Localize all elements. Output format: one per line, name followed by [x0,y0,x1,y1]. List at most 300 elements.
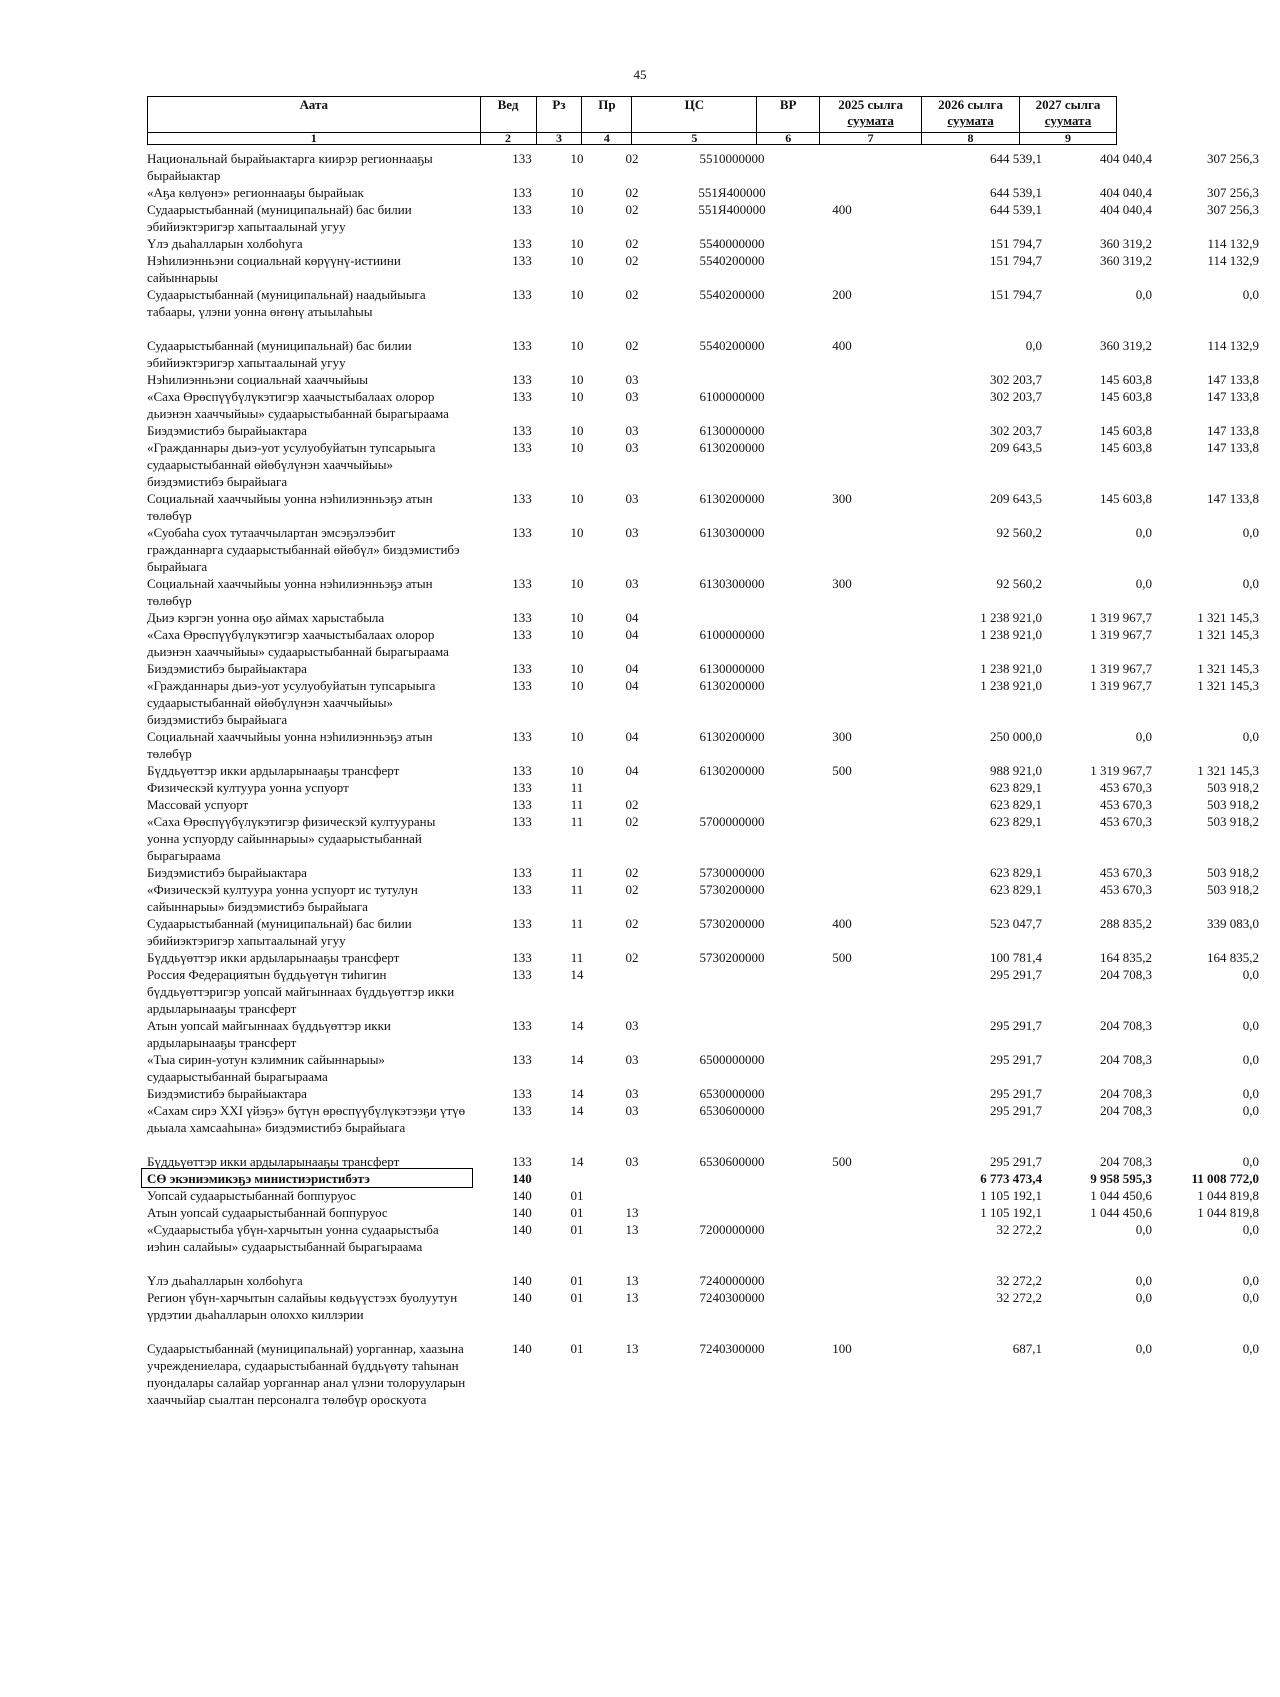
table-row [147,864,1259,881]
table-row [147,1170,1259,1187]
cell-y1: 295 291,7 [990,1086,1042,1101]
table-row [147,626,1259,660]
table-row [147,337,1259,371]
header-year-2027: 2027 сылга суумата [1020,97,1117,133]
table-row [147,1289,1259,1323]
cell-y1: 988 921,0 [990,763,1042,778]
header-num: 9 [1020,133,1117,145]
cell-y1: 295 291,7 [990,1052,1042,1067]
cell-ved: 140 [512,1341,532,1356]
cell-cs: 551Я400000 [698,202,766,217]
cell-y2: 1 319 967,7 [1090,661,1152,676]
cell-ved: 133 [512,576,532,591]
cell-y2: 0,0 [1135,576,1152,591]
cell-rz: 14 [570,1154,584,1169]
cell-ved: 133 [512,185,532,200]
cell-y1: 1 238 921,0 [980,678,1042,693]
cell-cs: 6500000000 [699,1052,765,1067]
cell-pr: 13 [625,1222,639,1237]
cell-ved: 133 [512,780,532,795]
table-row [147,201,1259,235]
cell-ved: 133 [512,440,532,455]
cell-pr: 02 [625,236,639,251]
cell-rz: 10 [570,372,584,387]
cell-cs: 6100000000 [699,389,765,404]
row-name: Судаарыстыбаннай (муниципальнай) наадыйыыга табаары, үлэни уонна өҥөнү атыылаһыы [147,287,426,319]
header-cs: ЦС [632,97,757,133]
cell-y2: 453 670,3 [1100,814,1152,829]
table-row [147,184,1259,201]
cell-rz: 10 [570,678,584,693]
table-row [147,1340,1259,1408]
cell-y1: 209 643,5 [990,440,1042,455]
cell-pr: 04 [625,678,639,693]
row-name: Биэдэмистибэ бырайыактара [147,1086,307,1101]
row-name: «Саха Өрөспүүбүлүкэтигэр хаачыстыбалаах олорор дьиэнэн хааччыйыы» судаарыстыбаннай бырагыраама [147,627,449,659]
table-row [147,677,1259,728]
cell-y3: 1 321 145,3 [1197,763,1259,778]
cell-ved: 140 [512,1205,532,1220]
cell-y2: 360 319,2 [1100,236,1152,251]
cell-y2: 1 319 967,7 [1090,763,1152,778]
cell-y1: 1 238 921,0 [980,627,1042,642]
header-vr: ВР [757,97,820,133]
cell-rz: 01 [570,1341,584,1356]
cell-y2: 204 708,3 [1100,967,1152,982]
table-row [147,371,1259,388]
cell-vr: 400 [832,338,852,353]
cell-y1: 209 643,5 [990,491,1042,506]
cell-cs: 7240000000 [699,1273,765,1288]
row-name: «Сахам сирэ XXI үйэҕэ» бүтүн өрөспүүбүлүкэтээҕи үтүө дьыала хамсааһына» биэдэмистибэ бырайыага [147,1103,466,1135]
cell-rz: 10 [570,729,584,744]
header-year-2025: 2025 сылга суумата [820,97,922,133]
cell-ved: 133 [512,253,532,268]
cell-ved: 133 [512,627,532,642]
cell-vr: 100 [832,1341,852,1356]
cell-y2: 204 708,3 [1100,1154,1152,1169]
cell-vr: 200 [832,287,852,302]
table-row [147,490,1259,524]
cell-cs: 5540200000 [699,287,765,302]
cell-y3: 503 918,2 [1207,865,1259,880]
cell-y3: 307 256,3 [1207,185,1259,200]
cell-pr: 13 [625,1290,639,1305]
cell-rz: 10 [570,253,584,268]
header-num: 6 [757,133,820,145]
cell-rz: 10 [570,763,584,778]
cell-y2: 145 603,8 [1100,372,1152,387]
table-row [147,915,1259,949]
cell-ved: 133 [512,372,532,387]
cell-ved: 133 [512,1052,532,1067]
row-name: Судаарыстыбаннай (муниципальнай) бас билии эбийиэктэригэр хапытаалынай угуу [147,202,412,234]
row-name: Уопсай судаарыстыбаннай боппуруос [147,1188,356,1203]
table-row [147,235,1259,252]
cell-y2: 1 044 450,6 [1090,1188,1152,1203]
cell-y3: 0,0 [1242,1052,1259,1067]
cell-vr: 400 [832,202,852,217]
cell-y3: 1 321 145,3 [1197,678,1259,693]
cell-ved: 133 [512,610,532,625]
cell-cs: 6130200000 [699,440,765,455]
cell-y1: 295 291,7 [990,1154,1042,1169]
cell-ved: 133 [512,661,532,676]
cell-cs: 6530600000 [699,1103,765,1118]
row-name: Нэһилиэнньэни социальнай көрүүнү-истиини сайыннарыы [147,253,401,285]
cell-ved: 133 [512,678,532,693]
cell-rz: 10 [570,185,584,200]
table-row [147,728,1259,762]
cell-ved: 133 [512,1086,532,1101]
cell-y1: 151 794,7 [990,287,1042,302]
cell-y2: 1 319 967,7 [1090,627,1152,642]
cell-y1: 623 829,1 [990,814,1042,829]
cell-y3: 503 918,2 [1207,780,1259,795]
cell-rz: 14 [570,967,584,982]
cell-y3: 0,0 [1242,1103,1259,1118]
cell-pr: 02 [625,916,639,931]
cell-y3: 0,0 [1242,967,1259,982]
cell-y3: 147 133,8 [1207,491,1259,506]
cell-cs: 6530000000 [699,1086,765,1101]
row-name: «Саха Өрөспүүбүлүкэтигэр физическэй култуураны уонна успуорду сайыннарыы» судаарыстыбаннай бырагыраама [147,814,436,863]
cell-ved: 133 [512,967,532,982]
row-name: Социальнай хааччыйыы уонна нэһилиэнньэҕэ атын төлөбүр [147,576,433,608]
cell-rz: 01 [570,1205,584,1220]
cell-cs: 6130200000 [699,763,765,778]
cell-ved: 133 [512,1154,532,1169]
cell-ved: 140 [512,1222,532,1237]
row-name: «Физическэй култуура уонна успуорт ис тутулун сайыннарыы» биэдэмистибэ бырайыага [147,882,418,914]
row-name: Үлэ дьаһалларын холбоһуга [147,1273,303,1288]
cell-y3: 164 835,2 [1207,950,1259,965]
cell-y3: 503 918,2 [1207,882,1259,897]
cell-rz: 10 [570,576,584,591]
row-name: Бүддьүөттэр икки ардыларынааҕы трансферт [147,763,400,778]
row-name: «Гражданнары дьиэ-уот усулуобуйатын тупсарыыга судаарыстыбаннай өйөбүлүнэн хааччыйыы» биэдэмистибэ бырайыага [147,678,436,727]
cell-y3: 114 132,9 [1207,338,1259,353]
cell-y3: 147 133,8 [1207,440,1259,455]
row-name: Национальнай бырайыактарга киирэр регионнааҕы бырайыактар [147,151,433,183]
cell-cs: 5510000000 [699,151,765,166]
cell-y2: 145 603,8 [1100,389,1152,404]
cell-y3: 0,0 [1242,1273,1259,1288]
cell-y2: 1 319 967,7 [1090,678,1152,693]
cell-cs: 5730200000 [699,950,765,965]
cell-y1: 644 539,1 [990,185,1042,200]
cell-ved: 133 [512,202,532,217]
cell-y2: 164 835,2 [1100,950,1152,965]
row-name: Атын уопсай судаарыстыбаннай боппуруос [147,1205,388,1220]
cell-pr: 04 [625,610,639,625]
cell-y1: 92 560,2 [996,525,1042,540]
cell-y3: 147 133,8 [1207,372,1259,387]
table-body [147,150,1259,1408]
cell-cs: 6530600000 [699,1154,765,1169]
cell-y3: 503 918,2 [1207,797,1259,812]
cell-pr: 04 [625,627,639,642]
cell-y3: 147 133,8 [1207,423,1259,438]
row-name: СӨ экэниэмикэҕэ министиэристибэтэ [147,1171,370,1186]
cell-ved: 133 [512,1018,532,1033]
cell-ved: 133 [512,423,532,438]
cell-y2: 453 670,3 [1100,865,1152,880]
cell-ved: 133 [512,882,532,897]
cell-pr: 03 [625,1018,639,1033]
cell-y2: 1 319 967,7 [1090,610,1152,625]
row-name: «Саха Өрөспүүбүлүкэтигэр хаачыстыбалаах олорор дьиэнэн хааччыйыы» судаарыстыбаннай бырагыраама [147,389,449,421]
table-row [147,813,1259,864]
row-name: Судаарыстыбаннай (муниципальнай) бас билии эбийиэктэригэр хапытаалынай угуу [147,338,412,370]
cell-rz: 10 [570,610,584,625]
page-number: 45 [633,67,647,82]
cell-y3: 503 918,2 [1207,814,1259,829]
cell-y3: 114 132,9 [1207,253,1259,268]
cell-y1: 302 203,7 [990,423,1042,438]
cell-y3: 1 321 145,3 [1197,661,1259,676]
cell-pr: 13 [625,1273,639,1288]
cell-rz: 14 [570,1052,584,1067]
cell-y1: 295 291,7 [990,1103,1042,1118]
cell-ved: 133 [512,151,532,166]
cell-cs: 6130300000 [699,576,765,591]
cell-y1: 1 105 192,1 [980,1188,1042,1203]
cell-cs: 5730200000 [699,882,765,897]
header-num: 1 [148,133,481,145]
cell-y2: 404 040,4 [1100,202,1152,217]
row-name: Социальнай хааччыйыы уонна нэһилиэнньэҕэ атын төлөбүр [147,729,433,761]
cell-pr: 13 [625,1205,639,1220]
table-row [147,524,1259,575]
cell-y1: 100 781,4 [990,950,1042,965]
cell-rz: 10 [570,661,584,676]
header-year-2026: 2026 сылга суумата [922,97,1020,133]
cell-rz: 10 [570,525,584,540]
cell-ved: 133 [512,814,532,829]
table-row [147,286,1259,320]
cell-ved: 133 [512,236,532,251]
row-name: Социальнай хааччыйыы уонна нэһилиэнньэҕэ атын төлөбүр [147,491,433,523]
cell-y2: 204 708,3 [1100,1052,1152,1067]
table-row [147,1085,1259,1102]
table-row [147,1017,1259,1051]
cell-pr: 04 [625,729,639,744]
cell-y3: 114 132,9 [1207,236,1259,251]
cell-y3: 0,0 [1242,1018,1259,1033]
cell-y1: 623 829,1 [990,865,1042,880]
cell-y1: 32 272,2 [996,1273,1042,1288]
cell-y2: 204 708,3 [1100,1018,1152,1033]
cell-pr: 02 [625,950,639,965]
cell-y2: 1 044 450,6 [1090,1205,1152,1220]
cell-cs: 6130200000 [699,729,765,744]
cell-pr: 02 [625,151,639,166]
table-header [147,96,1117,145]
cell-pr: 13 [625,1341,639,1356]
cell-y3: 0,0 [1242,1341,1259,1356]
header-num: 3 [536,133,582,145]
cell-ved: 133 [512,797,532,812]
cell-y2: 0,0 [1135,1290,1152,1305]
cell-y3: 0,0 [1242,1290,1259,1305]
header-num: 7 [820,133,922,145]
table-row [147,388,1259,422]
row-name: Биэдэмистибэ бырайыактара [147,865,307,880]
cell-y2: 453 670,3 [1100,797,1152,812]
cell-y1: 32 272,2 [996,1290,1042,1305]
cell-y1: 6 773 473,4 [980,1171,1042,1186]
cell-y2: 204 708,3 [1100,1103,1152,1118]
cell-pr: 02 [625,882,639,897]
cell-ved: 140 [512,1290,532,1305]
cell-vr: 500 [832,950,852,965]
row-name: Россия Федерациятын бүддьүөтүн тиһигин бүддьүөттэригэр уопсай майгыннаах бүддьүөттэр икки ардыларынааҕы трансферт [147,967,455,1016]
row-name: «Тыа сирин-уотун кэлимник сайыннарыы» судаарыстыбаннай бырагыраама [147,1052,385,1084]
cell-rz: 10 [570,236,584,251]
cell-y2: 0,0 [1135,1222,1152,1237]
cell-cs: 6130200000 [699,491,765,506]
row-name: «Судаарыстыба үбүн-харчытын уонна судаарыстыба иэһин салайыы» судаарыстыбаннай бырагыраама [147,1222,439,1254]
cell-rz: 14 [570,1086,584,1101]
cell-ved: 133 [512,287,532,302]
header-pr: Пр [582,97,632,133]
cell-pr: 03 [625,389,639,404]
table-row [147,609,1259,626]
cell-ved: 140 [512,1273,532,1288]
cell-rz: 14 [570,1018,584,1033]
cell-vr: 300 [832,576,852,591]
table-row [147,575,1259,609]
cell-pr: 04 [625,661,639,676]
table-row [147,660,1259,677]
cell-vr: 300 [832,729,852,744]
header-rz: Рз [536,97,582,133]
cell-y2: 0,0 [1135,729,1152,744]
cell-y1: 302 203,7 [990,389,1042,404]
row-name: «Суобаһа суох тутааччылартан эмсэҕэлээбит гражданнарга судаарыстыбаннай өйөбүл» биэдэмистибэ бырайыага [147,525,460,574]
cell-y1: 623 829,1 [990,780,1042,795]
header-num: 2 [480,133,536,145]
cell-y1: 295 291,7 [990,967,1042,982]
cell-ved: 133 [512,525,532,540]
cell-cs: 7240300000 [699,1341,765,1356]
cell-cs: 5700000000 [699,814,765,829]
cell-rz: 11 [570,950,584,965]
row-name: Дьиэ кэргэн уонна оҕо аймах харыстабыла [147,610,385,625]
cell-y2: 404 040,4 [1100,151,1152,166]
cell-rz: 10 [570,338,584,353]
cell-pr: 03 [625,525,639,540]
cell-y3: 307 256,3 [1207,151,1259,166]
cell-cs: 5540200000 [699,253,765,268]
cell-ved: 133 [512,389,532,404]
cell-pr: 02 [625,253,639,268]
cell-rz: 10 [570,627,584,642]
cell-pr: 03 [625,1103,639,1118]
cell-y1: 302 203,7 [990,372,1042,387]
table-row [147,150,1259,184]
cell-vr: 500 [832,1154,852,1169]
table-row [147,779,1259,796]
cell-y1: 32 272,2 [996,1222,1042,1237]
cell-y3: 147 133,8 [1207,389,1259,404]
cell-y3: 1 321 145,3 [1197,627,1259,642]
cell-y1: 644 539,1 [990,202,1042,217]
row-name: Биэдэмистибэ бырайыактара [147,661,307,676]
table-row [147,422,1259,439]
header-num: 5 [632,133,757,145]
cell-cs: 6130000000 [699,661,765,676]
cell-pr: 03 [625,1154,639,1169]
cell-y1: 1 238 921,0 [980,610,1042,625]
cell-y2: 453 670,3 [1100,780,1152,795]
row-name: Бүддьүөттэр икки ардыларынааҕы трансферт [147,950,400,965]
cell-y3: 0,0 [1242,729,1259,744]
cell-y2: 0,0 [1135,1341,1152,1356]
cell-y3: 1 044 819,8 [1197,1205,1259,1220]
row-name: «Аҕа көлүөнэ» регионнааҕы бырайыак [147,185,364,200]
cell-y1: 623 829,1 [990,882,1042,897]
cell-rz: 11 [570,865,584,880]
cell-rz: 01 [570,1290,584,1305]
cell-ved: 140 [512,1188,532,1203]
cell-y2: 145 603,8 [1100,423,1152,438]
cell-y1: 644 539,1 [990,151,1042,166]
cell-y3: 1 321 145,3 [1197,610,1259,625]
cell-rz: 11 [570,797,584,812]
row-name: Судаарыстыбаннай (муниципальнай) уорганнар, хаазына учреждениелара, судаарыстыбаннай бүддьүөту таһынан пуондалары салайар уорганнар анал үлэни толорууларын хааччыйар сыалтан персоналга төлөбүр ороскуота [147,1341,466,1407]
cell-rz: 01 [570,1222,584,1237]
cell-pr: 03 [625,423,639,438]
cell-vr: 500 [832,763,852,778]
cell-ved: 133 [512,950,532,965]
cell-ved: 133 [512,916,532,931]
cell-cs: 7240300000 [699,1290,765,1305]
cell-y1: 151 794,7 [990,253,1042,268]
cell-y3: 0,0 [1242,287,1259,302]
cell-pr: 02 [625,202,639,217]
table-row [147,439,1259,490]
cell-pr: 03 [625,1052,639,1067]
table-row [147,1102,1259,1136]
cell-pr: 03 [625,491,639,506]
row-name: Атын уопсай майгыннаах бүддьүөттэр икки ардыларынааҕы трансферт [147,1018,391,1050]
cell-cs: 5730000000 [699,865,765,880]
cell-rz: 10 [570,491,584,506]
table-row [147,762,1259,779]
cell-rz: 10 [570,423,584,438]
cell-y3: 0,0 [1242,1222,1259,1237]
cell-rz: 10 [570,287,584,302]
cell-ved: 133 [512,338,532,353]
cell-y1: 623 829,1 [990,797,1042,812]
cell-cs: 5730200000 [699,916,765,931]
cell-y2: 204 708,3 [1100,1086,1152,1101]
table-row [147,881,1259,915]
cell-pr: 02 [625,185,639,200]
row-name: Массовай успуорт [147,797,249,812]
cell-ved: 140 [512,1171,532,1186]
cell-rz: 10 [570,440,584,455]
cell-y3: 0,0 [1242,576,1259,591]
cell-rz: 01 [570,1188,584,1203]
row-name: Биэдэмистибэ бырайыактара [147,423,307,438]
cell-y1: 151 794,7 [990,236,1042,251]
cell-pr: 03 [625,440,639,455]
cell-pr: 03 [625,372,639,387]
row-name: «Гражданнары дьиэ-уот усулуобуйатын тупсарыыга судаарыстыбаннай өйөбүлүнэн хааччыйыы» биэдэмистибэ бырайыага [147,440,436,489]
